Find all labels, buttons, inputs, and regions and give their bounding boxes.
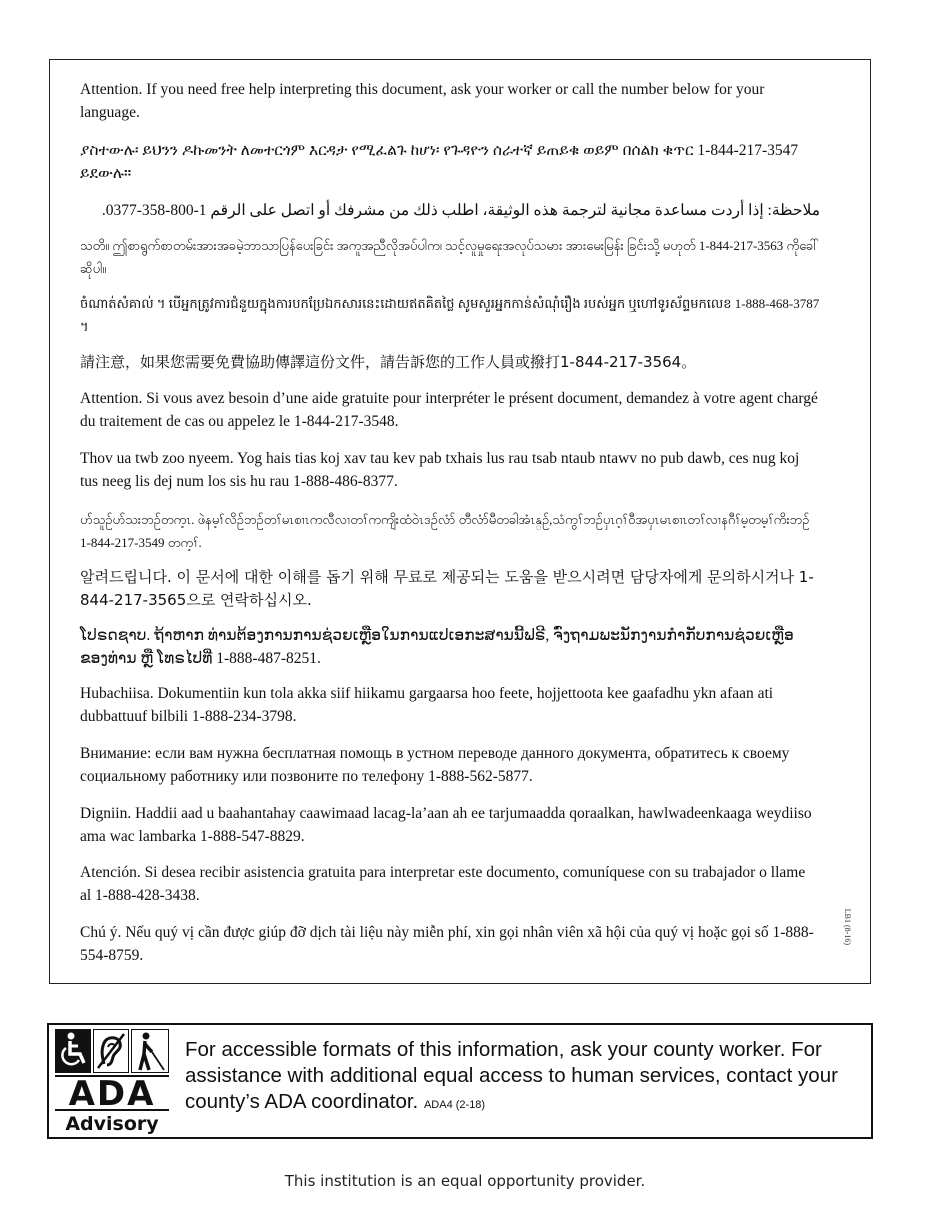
ada-logo [55,1029,169,1133]
notice-karen: ဟ်သူဉ်ဟ်သးဘဉ်တက့ၤ. ဖဲနမ့ၢ်လိဉ်ဘဉ်တၢ်မၤစၢၤကလီလၢတၢ်ကကျိးထံဝဲၤဒဉ်လံာ် တီလံာ်မီတခါအံၤန္ဉ်,သံကွၢ်ဘဉ်ပှၤဂ့ၢ်ဝီအပှၤမၤစၢၤတၢ်လၢနဂီၢ်မ့တမ့ၢ်ကိးဘဉ် 1-844-217-3549 တက့ၢ်. [80,512,810,550]
form-code: LB1 (8-16) [843,908,852,945]
cane-walker-icon [131,1029,169,1073]
notice-hmong: Thov ua twb zoo nyeem. Yog hais tias koj xav tau kev pab txhais lus rau tsab ntaub ntawv no pub dawb, ces nug koj tus neeg lis dej num los sis hu rau 1-888-486-8377. [80,450,800,490]
ada-advisory-box [47,1023,873,1139]
ada-message-text: For accessible formats of this information, ask your county worker. For assistance with additional equal access to human services, contact your county’s ADA coordinator. [185,1038,838,1113]
ada-logo-word: Advisory [65,1113,159,1135]
hearing-icon [93,1029,129,1073]
notice-amharic: ያስተውሉ፡ ይህንን ዶኩመንት ለመተርጎም እርዳታ የሚፈልጉ ከሆነ፡ የጉዳዮን ሰራተኛ ይጠይቁ ወይም በሰልክ ቁጥር 1-844-217-3547 ይደውሉ። [80,142,799,182]
notice-burmese: သတိ။ ဤစာရွက်စာတမ်းအားအခမဲ့ဘာသာပြန်ပေးခြင်း အကူအညီလိုအပ်ပါက၊ သင့်လူမှုရေးအလုပ်သမား အားမေးမြန်း ခြင်းသို့ မဟုတ် 1-844-217-3563 ကိုခေါ်ဆိုပါ။ [80,238,820,276]
ada-message [185,1037,865,1118]
equal-opportunity-footer: This institution is an equal opportunity provider. [284,1172,646,1190]
ada-logo-letters: ADA [55,1075,169,1111]
notice-arabic: ملاحظة: إذا أردت مساعدة مجانية لترجمة هذه الوثيقة، اطلب ذلك من مشرفك أو اتصل على الرقم 1-800-358-0377. [101,202,820,219]
notice-russian: Внимание: если вам нужна бесплатная помощь в устном переводе данного документа, обратитесь к своему социальному работнику или позвоните по телефону 1-888-562-5877. [80,745,790,785]
notice-chinese: 請注意，如果您需要免費協助傳譯這份文件，請告訴您的工作人員或撥打1-844-217-3564。 [80,353,697,371]
notice-oromo: Hubachiisa. Dokumentiin kun tola akka siif hiikamu gargaarsa hoo feete, hojjettoota kee gaafadhu ykn afaan ati dubbattuuf bilbili 1-888-234-3798. [80,685,774,725]
notice-french: Attention. Si vous avez besoin d’une aide gratuite pour interpréter le présent document, demandez à votre agent chargé du traitement de cas ou appelez le 1-844-217-3548. [80,390,818,430]
notice-cambodian: ចំណាត់សំគាល់ ។ បើអ្នកត្រូវការជំនួយក្នុងការបកប្រែឯកសារនេះដោយឥតគិតថ្លៃ សូមសួរអ្នកកាន់សំណុំរឿង របស់អ្នក ឬហៅទូរស័ព្ទមកលេខ 1-888-468-3787 ។ [80,296,820,334]
notice-vietnamese: Chú ý. Nếu quý vị cần được giúp đỡ dịch tài liệu này miễn phí, xin gọi nhân viên xã hội của quý vị hoặc gọi số 1-888-554-8759. [80,924,814,964]
notice-spanish: Atención. Si desea recibir asistencia gratuita para interpretar este documento, comuníquese con su trabajador o llame al 1-888-428-3438. [80,864,806,904]
notice-lao: ໂປຣດຊາບ. ຖ້າຫາກ ທ່ານຕ້ອງການການຊ່ວຍເຫຼືອໃນການແປເອກະສານນີ້ຟຣີ, ຈົ່ງຖາມພະນັກງານກໍາກັບການຊ່ວຍເຫຼືອ ຂອງທ່ານ ຫຼື ໂທຣໄປທີ່ 1-888-487-8251. [80,627,794,667]
notice-korean: 알려드립니다. 이 문서에 대한 이해를 돕기 위해 무료로 제공되는 도움을 받으시려면 담당자에게 문의하시거나 1-844-217-3565으로 연락하십시오. [80,568,814,609]
wheelchair-icon [55,1029,91,1073]
ada-form-code: ADA4 (2-18) [423,1099,486,1111]
notice-english: Attention. If you need free help interpreting this document, ask your worker or call the number below for your language. [80,81,765,121]
notice-somali: Digniin. Haddii aad u baahantahay caawimaad lacag-la’aan ah ee tarjumaadda qoraalkan, hawlwadeenkaaga weydiiso ama wac lambarka 1-888-547-8829. [80,805,812,845]
language-notices-box [49,59,871,984]
